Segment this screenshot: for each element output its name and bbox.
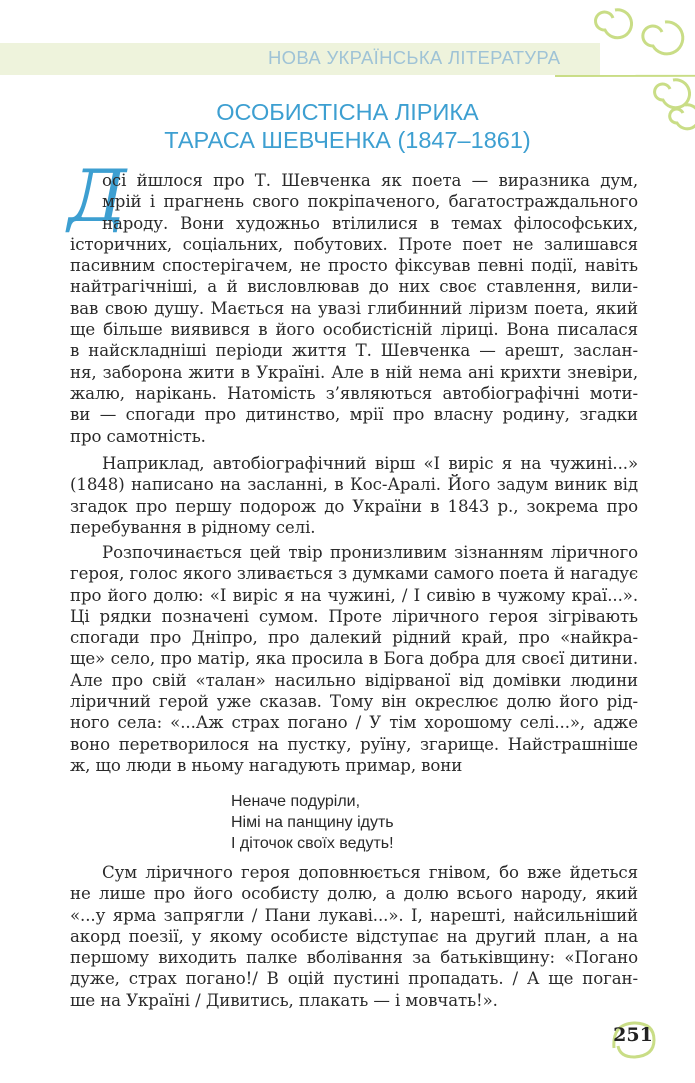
- poem-quote: [231, 791, 394, 854]
- paragraph-4: [70, 862, 638, 1011]
- title-line-1: ОСОБИСТІСНА ЛІРИКА: [216, 99, 479, 125]
- paragraph-1: [70, 170, 638, 447]
- p1-line: жалю, нарікань. Натомість з’являються автобіографічні моти-: [70, 383, 638, 403]
- p4-line: ше на Україні / Дивитись, плакать — і мовчать!».: [70, 990, 498, 1010]
- poem-line: Неначе подуріли,: [231, 793, 361, 810]
- p3-line: спогади про Дніпро, про далекий рідний край, про «найкра-: [70, 628, 638, 648]
- p2-line: Наприклад, автобіографічний вірш «І виріс я на чужині...»: [102, 454, 638, 473]
- p3-line: ще» село, про матір, яка просила в Бога добра для своєї дитини.: [70, 649, 638, 669]
- p2-line: перебування в рідному селі.: [70, 517, 316, 537]
- p1-line: ви — спогади про дитинство, мрії про власну родину, згадки: [70, 405, 638, 425]
- p3-line: Але про свій «талан» насильно відірваної від домівки людини: [70, 670, 638, 690]
- p1-line: історичних, соціальних, побутових. Проте поет не залишався: [70, 234, 638, 254]
- p1-line: мрій і прагнень свого покріпаченого, багатостраждального: [102, 192, 638, 212]
- p3-line: героя, голос якого зливається з думками самого поета й нагадує: [70, 564, 638, 584]
- p1-line: найтрагічніші, а й висловлював до них своє ставлення, вили-: [70, 277, 638, 297]
- paragraph-2: [70, 453, 638, 538]
- poem-line: Німі на панщину ідуть: [231, 814, 394, 831]
- p3-line: ліричний герой уже сказав. Тому він окреслює долю його рід-: [70, 692, 638, 712]
- page-number-badge: [608, 1018, 658, 1060]
- p4-line: Сум ліричного героя доповнюється гнівом, бо вже йдеться: [102, 863, 638, 882]
- article-title: [0, 98, 695, 154]
- p4-line: не лише про його особисту долю, а долю всього народу, який: [70, 884, 638, 904]
- p1-line: ще більше виявився в його особистісній ліриці. Вона писалася: [70, 320, 638, 340]
- p3-line: воно перетворилося на пустку, руїну, згарище. Найстрашніше: [70, 734, 638, 754]
- p4-line: першому виходить палке вболівання за батьківщину: «Погано: [70, 948, 638, 968]
- p4-line: акорд поезії, у якому особисте відступає на другий план, а на: [70, 926, 638, 946]
- p1-line: пасивним спостерігачем, не просто фіксував певні події, навіть: [70, 256, 638, 276]
- page-number: 251: [613, 1024, 653, 1046]
- running-header: НОВА УКРАЇНСЬКА ЛІТЕРАТУРА: [268, 47, 561, 68]
- p3-line: Ці рядки позначені сумом. Проте ліричного героя зігрівають: [70, 606, 638, 626]
- p3-line: Розпочинається цей твір пронизливим зізнанням ліричного: [102, 543, 638, 562]
- p2-line: (1848) написано на засланні, в Кос-Аралі. Його задум виник від: [70, 475, 638, 495]
- p1-line: про самотність.: [70, 426, 206, 446]
- p3-line: ж, що люди в ньому нагадують примар, вони: [70, 755, 463, 775]
- p2-line: згадок про першу подорож до України в 1843 р., зокрема про: [70, 496, 638, 516]
- poem-line: І діточок своїх ведуть!: [231, 835, 394, 852]
- p4-line: «...у ярма запрягли / Пани лукаві...». І, нарешті, найсильніший: [70, 905, 638, 925]
- p1-line: народу. Вони художньо втілилися в темах філософських,: [102, 213, 638, 233]
- p1-line: в найскладніші періоди життя Т. Шевченка — арешт, заслан-: [70, 341, 638, 361]
- title-line-2: ТАРАСА ШЕВЧЕНКА (1847–1861): [164, 127, 531, 153]
- p1-line: ня, заборона жити в Україні. Але в ній нема ані крихти зневіри,: [70, 362, 638, 382]
- p4-line: дуже, страх погано!/ В оцій пустині пропадать. / А ще поган-: [70, 969, 638, 989]
- p3-line: ного села: «...Аж страх погано / У тім хорошому селі...», адже: [70, 713, 638, 733]
- paragraph-3: [70, 542, 638, 776]
- p1-line: осі йшлося про Т. Шевченка як поета — виразника дум,: [102, 171, 638, 190]
- drop-cap: Д: [68, 154, 127, 238]
- p1-line: вав свою душу. Мається на увазі глибинний ліризм поета, який: [70, 298, 638, 318]
- p3-line: про його долю: «І виріс я на чужині, / І сивію в чужому краї...».: [70, 585, 638, 605]
